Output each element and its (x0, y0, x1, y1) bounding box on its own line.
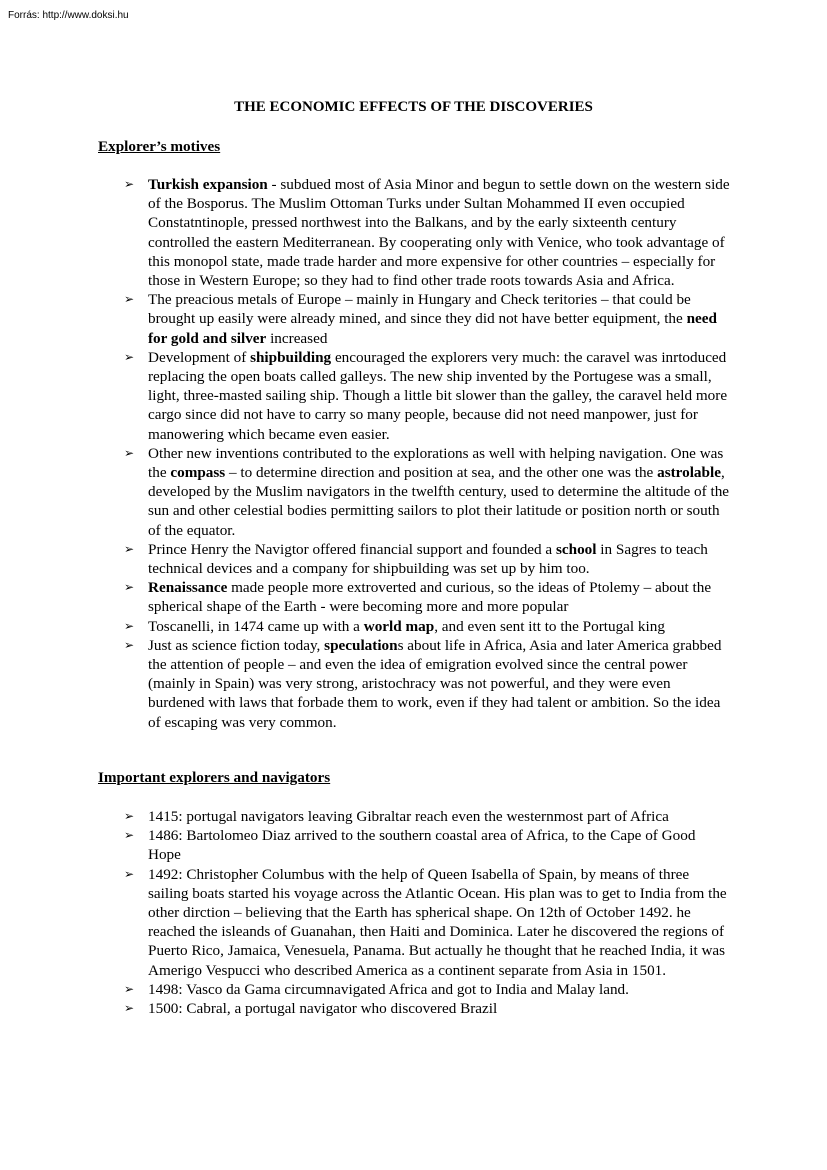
list-item (0, 865, 730, 980)
list-item (0, 826, 730, 864)
text-run: Prince Henry the Navigtor offered financial support and founded a (148, 540, 556, 558)
list-item (0, 807, 730, 826)
bold-term: school (555, 540, 597, 558)
list-item (0, 540, 730, 578)
bold-term: Turkish expansion (148, 176, 268, 193)
bold-term: world map (363, 617, 435, 635)
arrow-bullet-icon: ➢ (124, 177, 135, 191)
list-item (0, 999, 730, 1018)
list-item (0, 617, 730, 636)
text-run: increased (266, 329, 328, 347)
text-run: - subdued most of Asia Minor and begun to settle down on the western side of the Bosporus. The Muslim Ottoman Turks under Sultan Mohammed II even occupied Constatntinople, pressed northwest into the Balkans, and by the early sixteenth century controlled the eastern Mediterranean. By cooperating only with Venice, who took advantage of this monopol state, made trade harder and more expensive for other countries – especially for those in Western Europe; so they had to find other trade roots towards Asia and Africa. (148, 176, 730, 290)
page-title: THE ECONOMIC EFFECTS OF THE DISCOVERIES (234, 99, 593, 115)
arrow-bullet-icon: ➢ (124, 541, 135, 556)
list-item (0, 175, 730, 290)
section-heading-motives: Explorer’s motives (98, 138, 221, 155)
text-run: 1415: portugal navigators leaving Gibraltar reach even the westernmost part of Africa (148, 808, 669, 825)
text-run: The preacious metals of Europe – mainly in Hungary and Check teritories – that could be brought up easily were already mined, and since they did not have better equipment, the (148, 291, 691, 328)
text-run: 1492: Christopher Columbus with the help of Queen Isabella of Spain, by means of three sailing boats started his voyage across the Atlantic Ocean. His plan was to get to India from the other dirction – believing that the Earth has spherical shape. On 12th of October 1492. he reached the isleands of Guanahan, then Haiti and Dominica. Later he discovered the regions of Puerto Rico, Jamaica, Venesuela, Panama. But actually he thought that he reached India, it was Amerigo Vespucci who described America as a continent separate from Asia in 1501. (148, 865, 727, 979)
arrow-bullet-icon: ➢ (124, 292, 135, 307)
text-run: , and even sent itt to the Portugal king (434, 617, 665, 635)
text-run: Toscanelli, in 1474 came up with a (148, 617, 364, 635)
list-item (0, 578, 730, 616)
arrow-bullet-icon: ➢ (124, 637, 135, 652)
text-run: made people more extroverted and curious, so the ideas of Ptolemy – about the spherical shape of the Earth - were becoming more and more popular (148, 579, 712, 616)
text-run: – to determine direction and position at sea, and the other one was the (225, 464, 658, 482)
text-run: encouraged the explorers very much: the caravel was inrtoduced replacing the open boats called galleys. The new ship invented by the Portugese was a small, light, three-masted sailing ship. Though a little bit slower than the galley, the caravel held more cargo since did not have to carry so many people, because did not need manpower, just for manowering which became even easier. (148, 348, 728, 443)
bold-term: compass (170, 464, 226, 482)
text-run: 1486: Bartolomeo Diaz arrived to the southern coastal area of Africa, to the Cape of Good Hope (148, 827, 696, 864)
text-run: , developed by the Muslim navigators in the twelfth century, used to determine the altitude of the sun and other celestial bodies permitting sailors to plot their latitude or position north or south of the equator. (148, 464, 730, 539)
arrow-bullet-icon: ➢ (124, 981, 135, 996)
arrow-bullet-icon: ➢ (124, 866, 135, 881)
text-run: Development of (148, 348, 251, 366)
explorers-list (0, 807, 730, 1018)
motives-list (0, 175, 730, 732)
arrow-bullet-icon: ➢ (124, 618, 135, 633)
list-item (0, 348, 730, 444)
bold-term: need for gold and silver (148, 310, 717, 347)
arrow-bullet-icon: ➢ (124, 445, 135, 460)
arrow-bullet-icon: ➢ (124, 1001, 135, 1016)
text-run: in Sagres to teach technical devices and a company for shipbuilding was set up by him too. (148, 540, 708, 578)
source-note: Forrás: http://www.doksi.hu (8, 10, 129, 21)
text-run: 1500: Cabral, a portugal navigator who discovered Brazil (148, 1000, 498, 1018)
list-item (0, 290, 730, 348)
list-item (0, 636, 730, 732)
arrow-bullet-icon: ➢ (124, 809, 135, 823)
section-heading-explorers: Important explorers and navigators (98, 769, 331, 786)
bold-term: shipbuilding (250, 348, 332, 366)
bold-term: astrolable (657, 464, 721, 482)
text-run: Just as science fiction today, (148, 636, 325, 654)
list-item (0, 444, 730, 540)
bold-term: speculation (324, 636, 398, 654)
text-run: Other new inventions contributed to the explorations as well with helping navigation. One was the (148, 444, 724, 482)
arrow-bullet-icon: ➢ (124, 580, 135, 595)
arrow-bullet-icon: ➢ (124, 349, 135, 364)
text-run: 1498: Vasco da Gama circumnavigated Africa and got to India and Malay land. (148, 980, 629, 998)
list-item (0, 980, 730, 999)
arrow-bullet-icon: ➢ (124, 828, 135, 843)
bold-term: Renaissance (148, 579, 228, 597)
text-run: s about life in Africa, Asia and later America grabbed the attention of people – and even the idea of emigration evolved since the central power (mainly in Spain) was very strong, aristochracy was not powerful, and they were even burdened with laws that forbade them to work, even if they had talent or ambition. So the idea of escaping was very common. (148, 636, 722, 731)
